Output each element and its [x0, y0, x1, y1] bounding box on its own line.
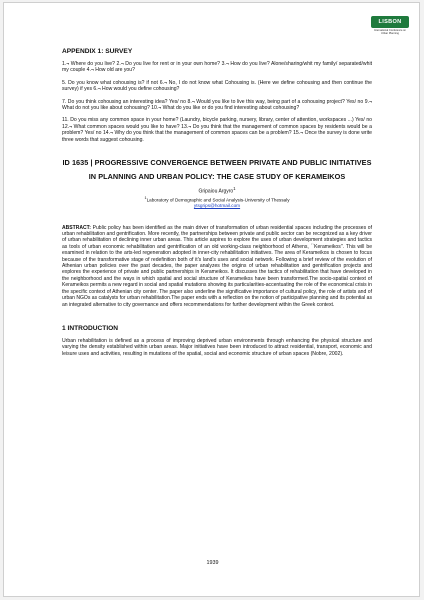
page-number: 1939 [206, 560, 219, 566]
affiliation: Laboratory of Demographic and Social Analysis-University of Thessaly [146, 197, 290, 203]
paper-title: ID 1635 | PROGRESSIVE CONVERGENCE BETWEEN PRIVATE AND PUBLIC INITIATIVES IN PLANNING AND URBAN POLICY: THE CASE STUDY OF KERAMEIKOS [62, 158, 372, 181]
document-page [3, 2, 420, 597]
survey-paragraph-4: 11. Do you miss any common space in your home? (Laundry, bicycle parking, nursery, library, center of attention, workspaces ...) Yes/ no 12.¬ What common spaces would you like to have? 13.¬ Do you think that the management of common spaces by residents would be a problem? Yes/ no 14.¬ Why do you think that the management of common spaces can be a problem? 15.¬ Once the survey is done write three words that suggest cohousing. [62, 117, 372, 143]
conference-logo [371, 16, 409, 38]
page-content [62, 48, 372, 363]
affiliation-line [62, 196, 372, 203]
author-superscript: 1 [233, 186, 236, 192]
author-email-link[interactable]: ytsgrips@hotmail.com [193, 202, 241, 208]
introduction-paragraph: Urban rehabilitation is defined as a process of improving deprived urban environments through enhancing the physical structure and varying the density established within urban areas. Major initiatives have been introduced to attract residential, transport, economic and leisure uses and activities, resulting in mutations of the spatial, social and economic structure of urban spaces (Nobre, 2002). [62, 337, 372, 357]
appendix-heading: APPENDIX 1: SURVEY [62, 48, 133, 55]
abstract-label: ABSTRACT: [62, 224, 91, 231]
survey-paragraph-3: 7. Do you think cohousing an interesting idea? Yes/ no 8.¬ Would you like to live this way, being part of a cohousing project? Yes/ no 9.¬ What do not you like about cohousing? 10.¬ What do you like or do you find interesting about cohousing? [62, 98, 372, 112]
survey-paragraph-2: 5. Do you know what cohousing is? if not 6.¬ No, I do not know what Cohousing is. (Here we define cohousing and then continue the survey) if yes 6.¬ How would you define cohousing? [62, 79, 372, 93]
survey-paragraph-1: 1.¬ Where do you live? 2.¬ Do you live for rent or in your own home? 3.¬ How do you live? Alone/sharing/whit my family/ separated/whit my couple 4.¬ How old are you? [62, 61, 372, 74]
affiliation-superscript: 1 [144, 195, 147, 200]
logo-subtitle: International Conference on Urban Planning [373, 29, 406, 35]
author-line [62, 186, 372, 195]
logo-badge: LISBON [371, 16, 409, 28]
introduction-heading: 1 INTRODUCTION [62, 324, 119, 332]
abstract-text: Public policy has been identified as the main driver of transformation of urban residential spaces including the processes of urban rehabilitation and gentrification. More recently, the partnerships between private and public sector can be recognized as a key driver of urban rehabilitation of declining inner urban areas. This article aspires to explore the uses of urban development strategies and tactics as tools of urban economic rehabilitation and gentrification of an old working-class neighborhood of Athens, ``Kerameikos''. This will be examined in relation to the arts-led regeneration adopted in inner-city rehabilitation initiatives. The area of Kerameikos is chosen to focus because of the transformative stage of redefinition both of it's land's uses and social network. Following a brief review of the evolution of Athenian urban policies over the past decades, the paper analyzes the origins of urban rehabilitation and gentrification projects and explores the experience of private and public partnerships in Kerameikos. It discusses the tactics of rehabilitation that have developed in the neighborhood and the ways in which spatial and social structure of Kerameikos have been transformed.The socio-spatial context of Kerameikos permits a new regard in social and spatial mutations showing its particularities-accentuating the role of the economical crisis in the specific context of Athenian city center. The paper also underline the significative importance of cultural policy, the role of artists and of urban NGOs as catalysts for urban rehabilitation.The paper ends with a reflection on the notion of participative planning and its potential as an integrated alternative to city governance and offers recommendations for further development within the Greek context. [62, 224, 372, 308]
author-name: Gripaiou Argyro [198, 188, 234, 195]
abstract [62, 225, 372, 308]
